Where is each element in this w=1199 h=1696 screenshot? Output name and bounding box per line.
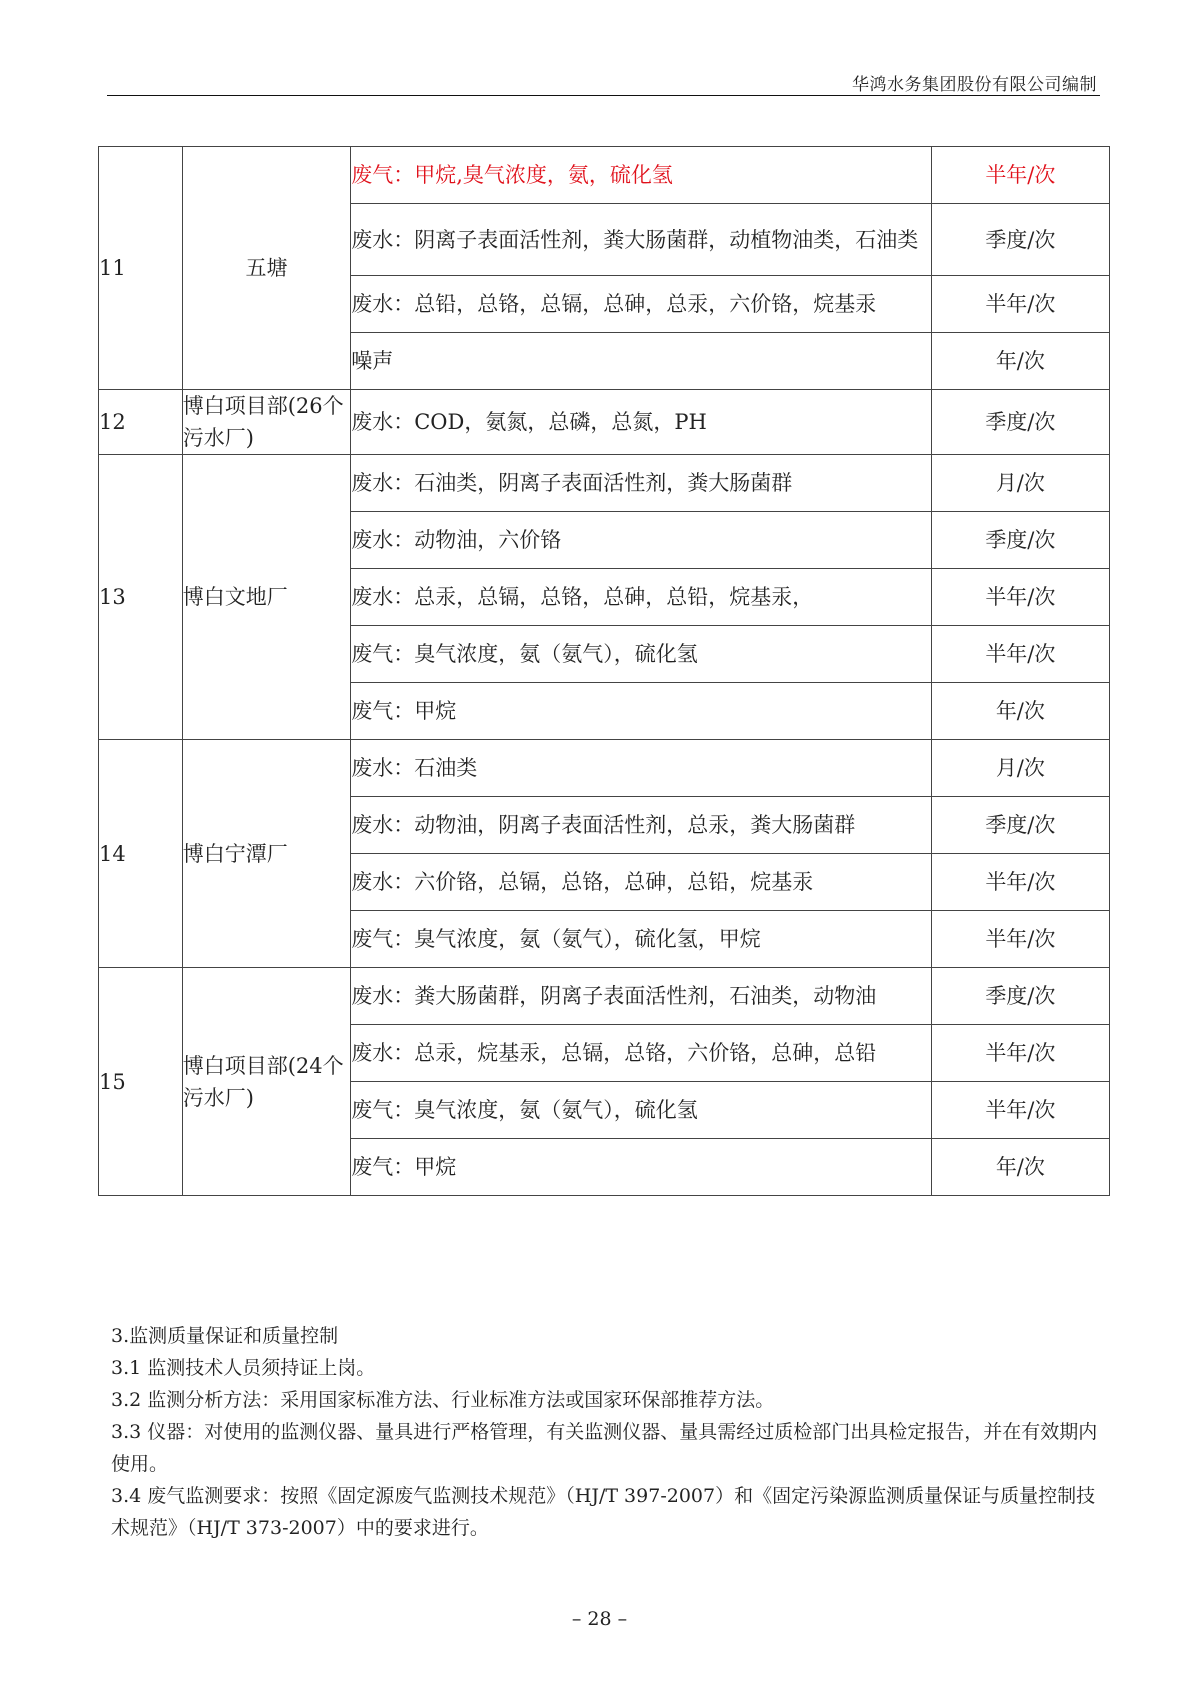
section-paragraph: 3.4 废气监测要求：按照《固定源废气监测技术规范》（HJ/T 397-2007）和《固定污染源监测质量保证与质量控制技术规范》（HJ/T 373-2007）中的要求进行。: [111, 1485, 1096, 1539]
monitoring-frequency: 季度/次: [931, 204, 1109, 276]
monitoring-frequency: 半年/次: [931, 147, 1109, 204]
row-number: 14: [99, 740, 183, 968]
site-name: 博白项目部(26个污水厂): [182, 390, 351, 455]
monitoring-item: 废气：臭气浓度，氨（氨气），硫化氢: [351, 1082, 932, 1139]
table-row: [99, 455, 1110, 512]
monitoring-item: 废水：石油类: [351, 740, 932, 797]
monitoring-frequency: 月/次: [931, 740, 1109, 797]
monitoring-item: 废水：动物油，阴离子表面活性剂，总汞，粪大肠菌群: [351, 797, 932, 854]
monitoring-frequency: 季度/次: [931, 968, 1109, 1025]
monitoring-frequency: 半年/次: [931, 1082, 1109, 1139]
site-name: 五塘: [182, 147, 351, 390]
monitoring-item: 废气：甲烷: [351, 683, 932, 740]
section-paragraph: 3.1 监测技术人员须持证上岗。: [111, 1357, 376, 1379]
monitoring-item: 废水：总铅，总铬，总镉，总砷，总汞，六价铬，烷基汞: [351, 276, 932, 333]
table-row: [99, 147, 1110, 204]
monitoring-item: 噪声: [351, 333, 932, 390]
table-row: [99, 740, 1110, 797]
row-number: 11: [99, 147, 183, 390]
monitoring-frequency: 半年/次: [931, 626, 1109, 683]
row-number: 13: [99, 455, 183, 740]
table-row: [99, 968, 1110, 1025]
monitoring-frequency: 半年/次: [931, 569, 1109, 626]
monitoring-item: 废水：总汞，烷基汞，总镉，总铬，六价铬，总砷，总铅: [351, 1025, 932, 1082]
section-paragraph: 3.3 仪器：对使用的监测仪器、量具进行严格管理，有关监测仪器、量具需经过质检部门出具检定报告，并在有效期内使用。: [111, 1421, 1098, 1475]
site-name: 博白宁潭厂: [182, 740, 351, 968]
monitoring-frequency: 季度/次: [931, 797, 1109, 854]
monitoring-item: 废水：总汞，总镉，总铬，总砷，总铅，烷基汞，: [351, 569, 932, 626]
monitoring-frequency: 年/次: [931, 1139, 1109, 1196]
monitoring-frequency: 半年/次: [931, 911, 1109, 968]
monitoring-item: 废水：动物油，六价铬: [351, 512, 932, 569]
monitoring-item: 废水：六价铬，总镉，总铬，总砷，总铅，烷基汞: [351, 854, 932, 911]
monitoring-frequency: 年/次: [931, 333, 1109, 390]
monitoring-item: 废水：阴离子表面活性剂，粪大肠菌群，动植物油类，石油类: [351, 204, 932, 276]
monitoring-item: 废水：石油类，阴离子表面活性剂，粪大肠菌群: [351, 455, 932, 512]
monitoring-item: 废气：臭气浓度，氨（氨气），硫化氢: [351, 626, 932, 683]
section-heading: 3.监测质量保证和质量控制: [111, 1325, 339, 1347]
monitoring-item: 废水：粪大肠菌群，阴离子表面活性剂，石油类，动物油: [351, 968, 932, 1025]
section-paragraph: 3.2 监测分析方法：采用国家标准方法、行业标准方法或国家环保部推荐方法。: [111, 1389, 775, 1411]
monitoring-item: 废气：甲烷: [351, 1139, 932, 1196]
site-name: 博白文地厂: [182, 455, 351, 740]
monitoring-item: 废气：甲烷,臭气浓度，氨，硫化氢: [351, 147, 932, 204]
row-number: 12: [99, 390, 183, 455]
site-name: 博白项目部(24个污水厂): [182, 968, 351, 1196]
table-row: [99, 390, 1110, 455]
monitoring-frequency: 季度/次: [931, 390, 1109, 455]
monitoring-frequency: 年/次: [931, 683, 1109, 740]
quality-control-section: [111, 1320, 1101, 1544]
monitoring-item: 废气：臭气浓度，氨（氨气），硫化氢，甲烷: [351, 911, 932, 968]
monitoring-frequency: 半年/次: [931, 276, 1109, 333]
monitoring-frequency: 季度/次: [931, 512, 1109, 569]
monitoring-table: [98, 146, 1110, 1196]
header-divider: [107, 95, 1100, 96]
page-number: – 28 –: [571, 1608, 628, 1630]
row-number: 15: [99, 968, 183, 1196]
monitoring-frequency: 半年/次: [931, 854, 1109, 911]
monitoring-frequency: 半年/次: [931, 1025, 1109, 1082]
monitoring-frequency: 月/次: [931, 455, 1109, 512]
page-header-title: 华鸿水务集团股份有限公司编制: [852, 75, 1097, 95]
monitoring-item: 废水：COD，氨氮，总磷，总氮，PH: [351, 390, 932, 455]
